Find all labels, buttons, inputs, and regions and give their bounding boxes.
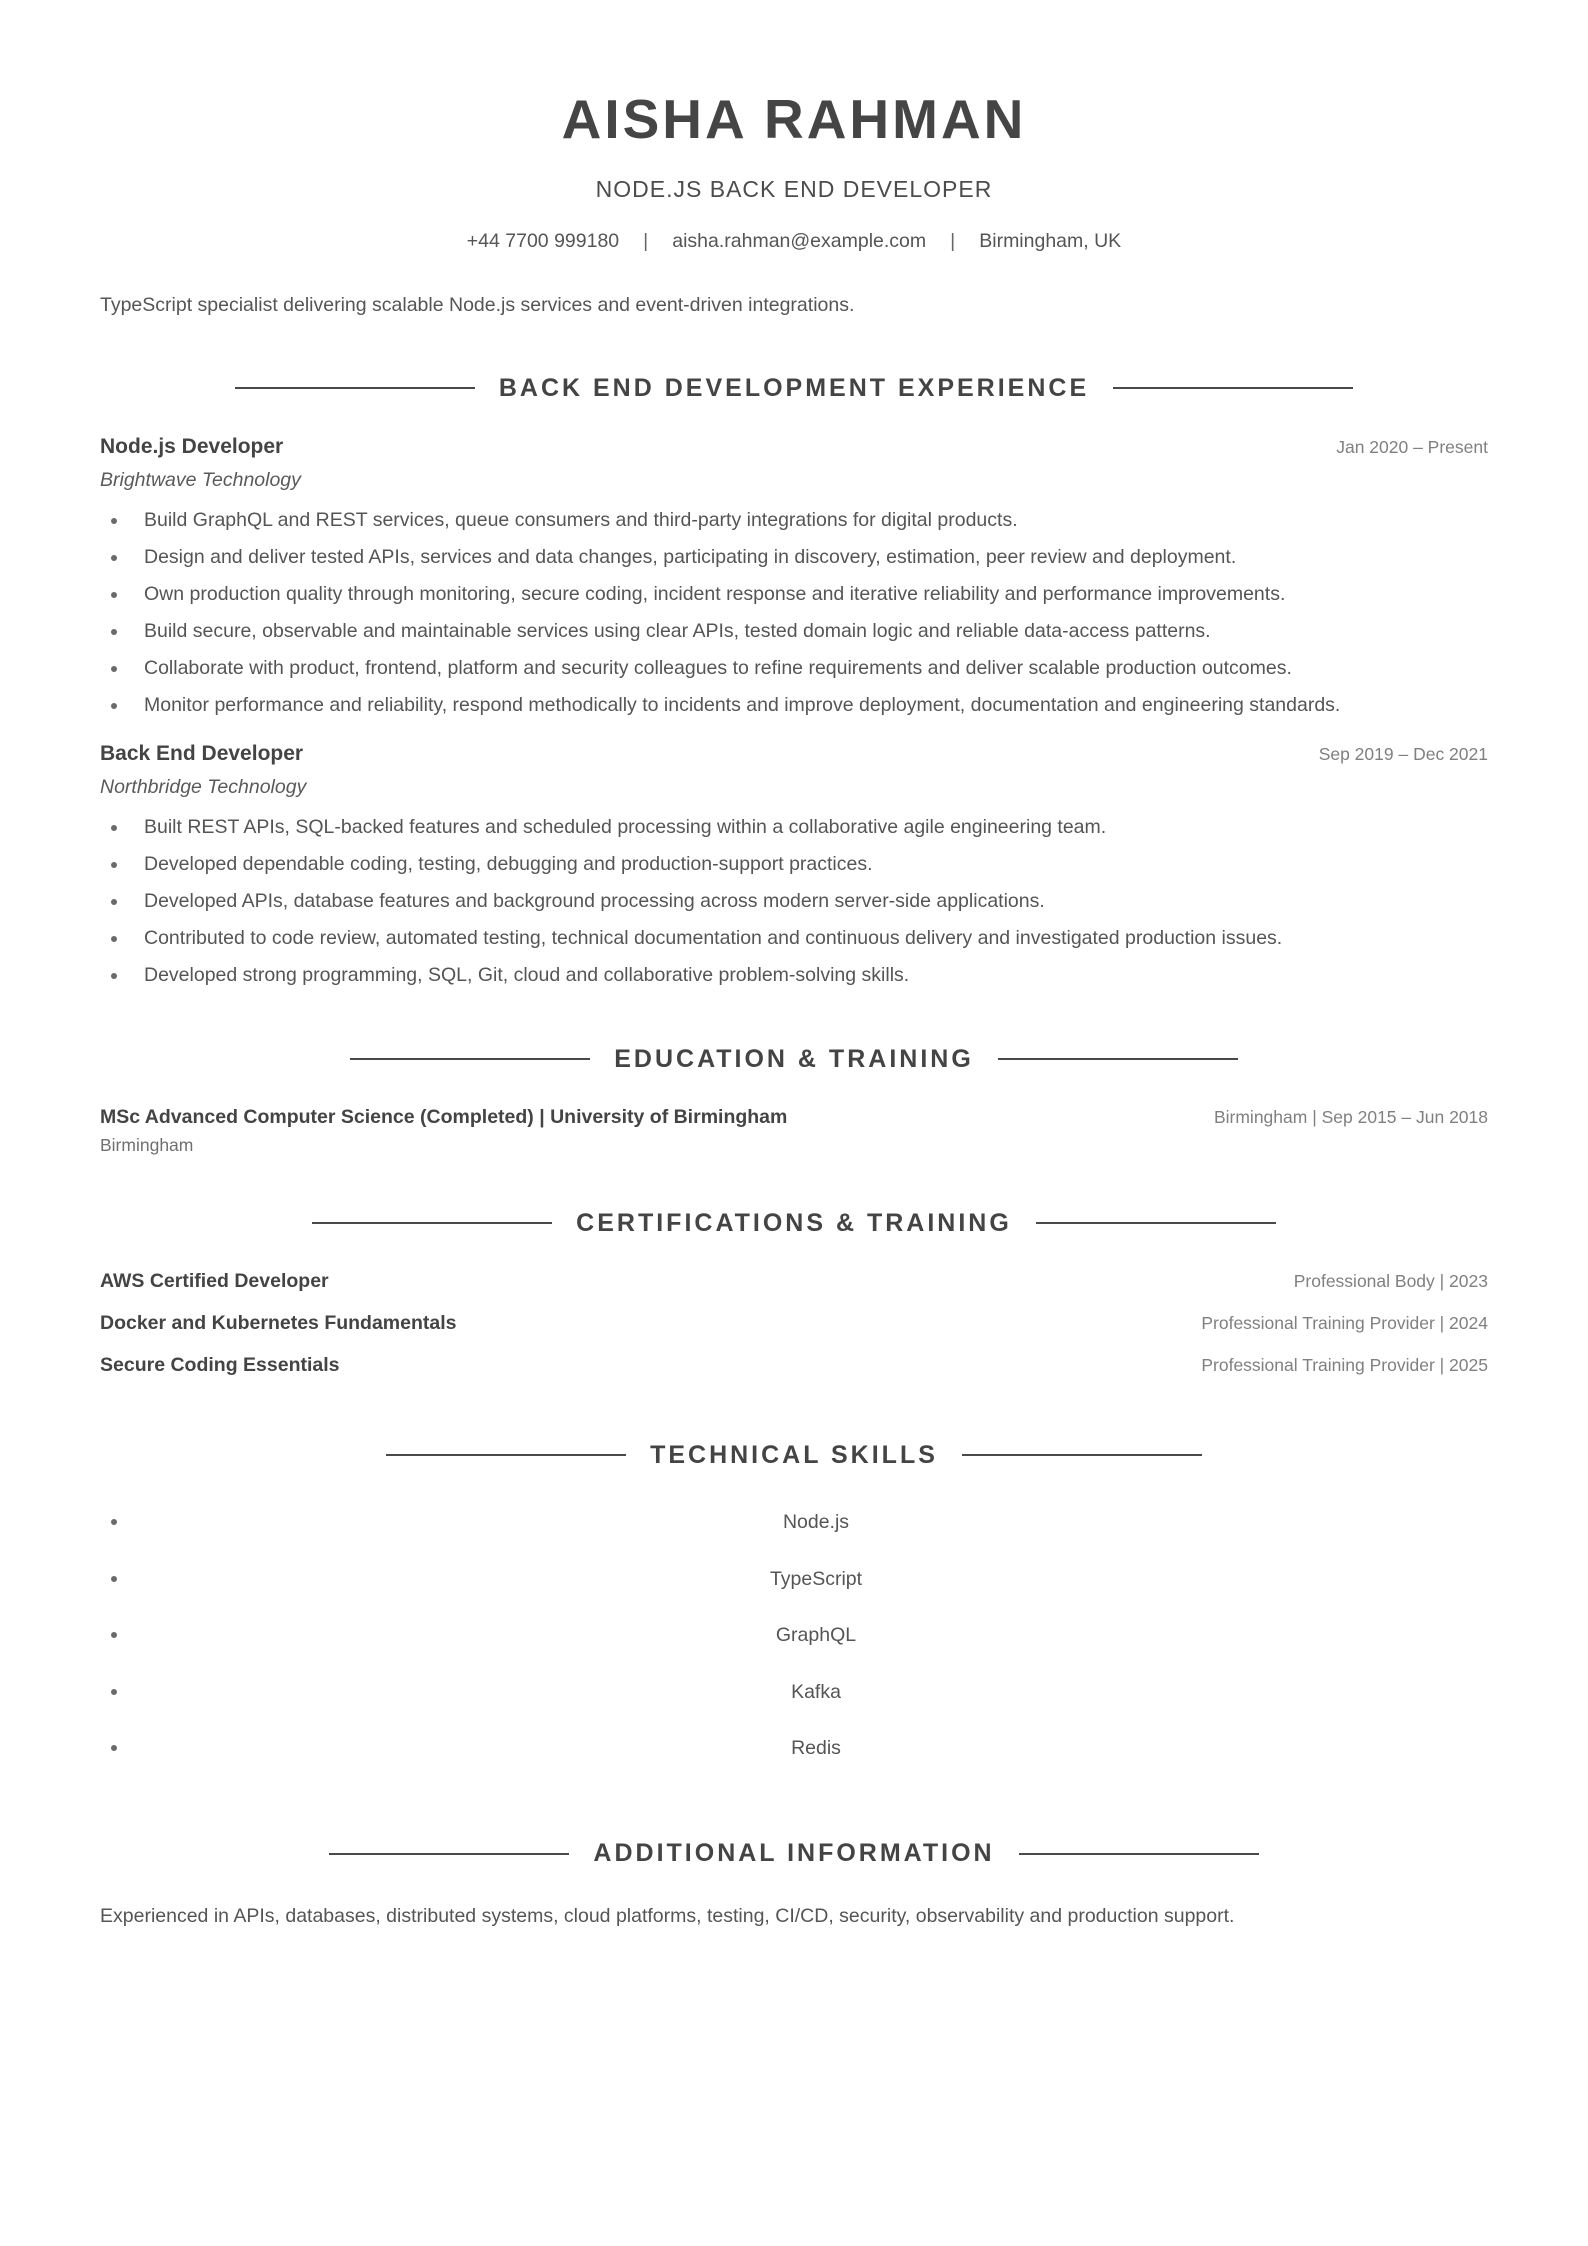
job-title: Back End Developer <box>100 742 304 765</box>
section-title: ADDITIONAL INFORMATION <box>593 1839 995 1867</box>
heading-rule-left <box>329 1853 569 1855</box>
skill-item: Kafka <box>100 1664 1488 1721</box>
additional-information-text: Experienced in APIs, databases, distributed systems, cloud platforms, testing, CI/CD, security, observability and production support. <box>100 1904 1235 1927</box>
heading-rule-right <box>962 1454 1202 1456</box>
bullet-item: Collaborate with product, frontend, platform and security colleagues to refine requirements and deliver scalable production outcomes. <box>144 650 1488 687</box>
certifications-list <box>100 1270 1488 1396</box>
education-meta: Birmingham | Sep 2015 – Jun 2018 <box>1213 1107 1488 1127</box>
skill-item: GraphQL <box>100 1607 1488 1664</box>
skill-item: Node.js <box>100 1494 1488 1551</box>
section-title: BACK END DEVELOPMENT EXPERIENCE <box>498 373 1090 402</box>
education-location: Birmingham <box>100 1135 194 1155</box>
skill-item: Redis <box>100 1720 1488 1777</box>
contact-line <box>100 228 1488 254</box>
certification-name: Docker and Kubernetes Fundamentals <box>100 1312 457 1334</box>
job-entry <box>100 742 1488 994</box>
certification-row <box>100 1312 1488 1354</box>
bullet-item: Built REST APIs, SQL-backed features and scheduled processing within a collaborative agile engineering team. <box>144 809 1488 846</box>
job-title-heading: NODE.JS BACK END DEVELOPER <box>595 176 993 202</box>
bullet-item: Contributed to code review, automated testing, technical documentation and continuous delivery and investigated production issues. <box>144 920 1488 957</box>
job-dates: Sep 2019 – Dec 2021 <box>1318 744 1488 764</box>
job-bullets <box>100 502 1488 724</box>
certifications-section-heading <box>100 1206 1488 1240</box>
bullet-item: Design and deliver tested APIs, services and data changes, participating in discovery, estimation, peer review and deployment. <box>144 539 1488 576</box>
candidate-name: AISHA RAHMAN <box>561 88 1027 150</box>
certification-name: Secure Coding Essentials <box>100 1354 340 1376</box>
education-row <box>100 1106 1488 1129</box>
education-section-heading <box>100 1042 1488 1076</box>
bullet-item: Developed APIs, database features and background processing across modern server-side applications. <box>144 883 1488 920</box>
bullet-item: Monitor performance and reliability, respond methodically to incidents and improve deployment, documentation and engineering standards. <box>144 687 1488 724</box>
section-title: EDUCATION & TRAINING <box>614 1044 974 1073</box>
bullet-item: Own production quality through monitoring, secure coding, incident response and iterative reliability and performance improvements. <box>144 576 1488 613</box>
heading-rule-left <box>312 1222 552 1224</box>
experience-section-heading <box>100 371 1488 405</box>
section-title: CERTIFICATIONS & TRAINING <box>576 1208 1012 1237</box>
profile-summary: TypeScript specialist delivering scalable Node.js services and event-driven integrations. <box>100 294 855 316</box>
certification-row <box>100 1270 1488 1312</box>
job-title: Node.js Developer <box>100 435 284 458</box>
job-header <box>100 435 1488 459</box>
contact-separator: | <box>950 230 956 252</box>
job-company: Brightwave Technology <box>100 469 301 491</box>
skills-list <box>100 1494 1488 1777</box>
contact-separator: | <box>643 230 649 252</box>
section-title: TECHNICAL SKILLS <box>650 1440 938 1469</box>
skill-item: TypeScript <box>100 1551 1488 1608</box>
bullet-item: Build secure, observable and maintainable services using clear APIs, tested domain logic and reliable data-access patterns. <box>144 613 1488 650</box>
degree-title: MSc Advanced Computer Science (Completed) | University of Birmingham <box>100 1106 788 1128</box>
job-company: Northbridge Technology <box>100 776 307 798</box>
email-address[interactable]: aisha.rahman@example.com <box>672 230 927 252</box>
certification-meta: Professional Training Provider | 2024 <box>1201 1313 1488 1333</box>
heading-rule-right <box>1036 1222 1276 1224</box>
additional-section-heading <box>100 1837 1488 1871</box>
job-entry <box>100 435 1488 724</box>
location: Birmingham, UK <box>979 230 1122 252</box>
certification-name: AWS Certified Developer <box>100 1270 329 1292</box>
heading-rule-left <box>235 387 475 389</box>
job-bullets <box>100 809 1488 994</box>
heading-rule-right <box>1019 1853 1259 1855</box>
job-header <box>100 742 1488 766</box>
job-dates: Jan 2020 – Present <box>1336 437 1488 457</box>
bullet-item: Build GraphQL and REST services, queue consumers and third-party integrations for digital products. <box>144 502 1488 539</box>
education-entry <box>100 1106 1488 1156</box>
heading-rule-right <box>1113 387 1353 389</box>
heading-rule-left <box>350 1058 590 1060</box>
certification-meta: Professional Body | 2023 <box>1293 1271 1488 1291</box>
bullet-item: Developed strong programming, SQL, Git, cloud and collaborative problem-solving skills. <box>144 957 1488 994</box>
certification-meta: Professional Training Provider | 2025 <box>1201 1355 1488 1375</box>
phone-number[interactable]: +44 7700 999180 <box>466 230 620 252</box>
heading-rule-left <box>386 1454 626 1456</box>
certification-row <box>100 1354 1488 1396</box>
heading-rule-right <box>998 1058 1238 1060</box>
skills-section-heading <box>100 1438 1488 1472</box>
bullet-item: Developed dependable coding, testing, debugging and production-support practices. <box>144 846 1488 883</box>
